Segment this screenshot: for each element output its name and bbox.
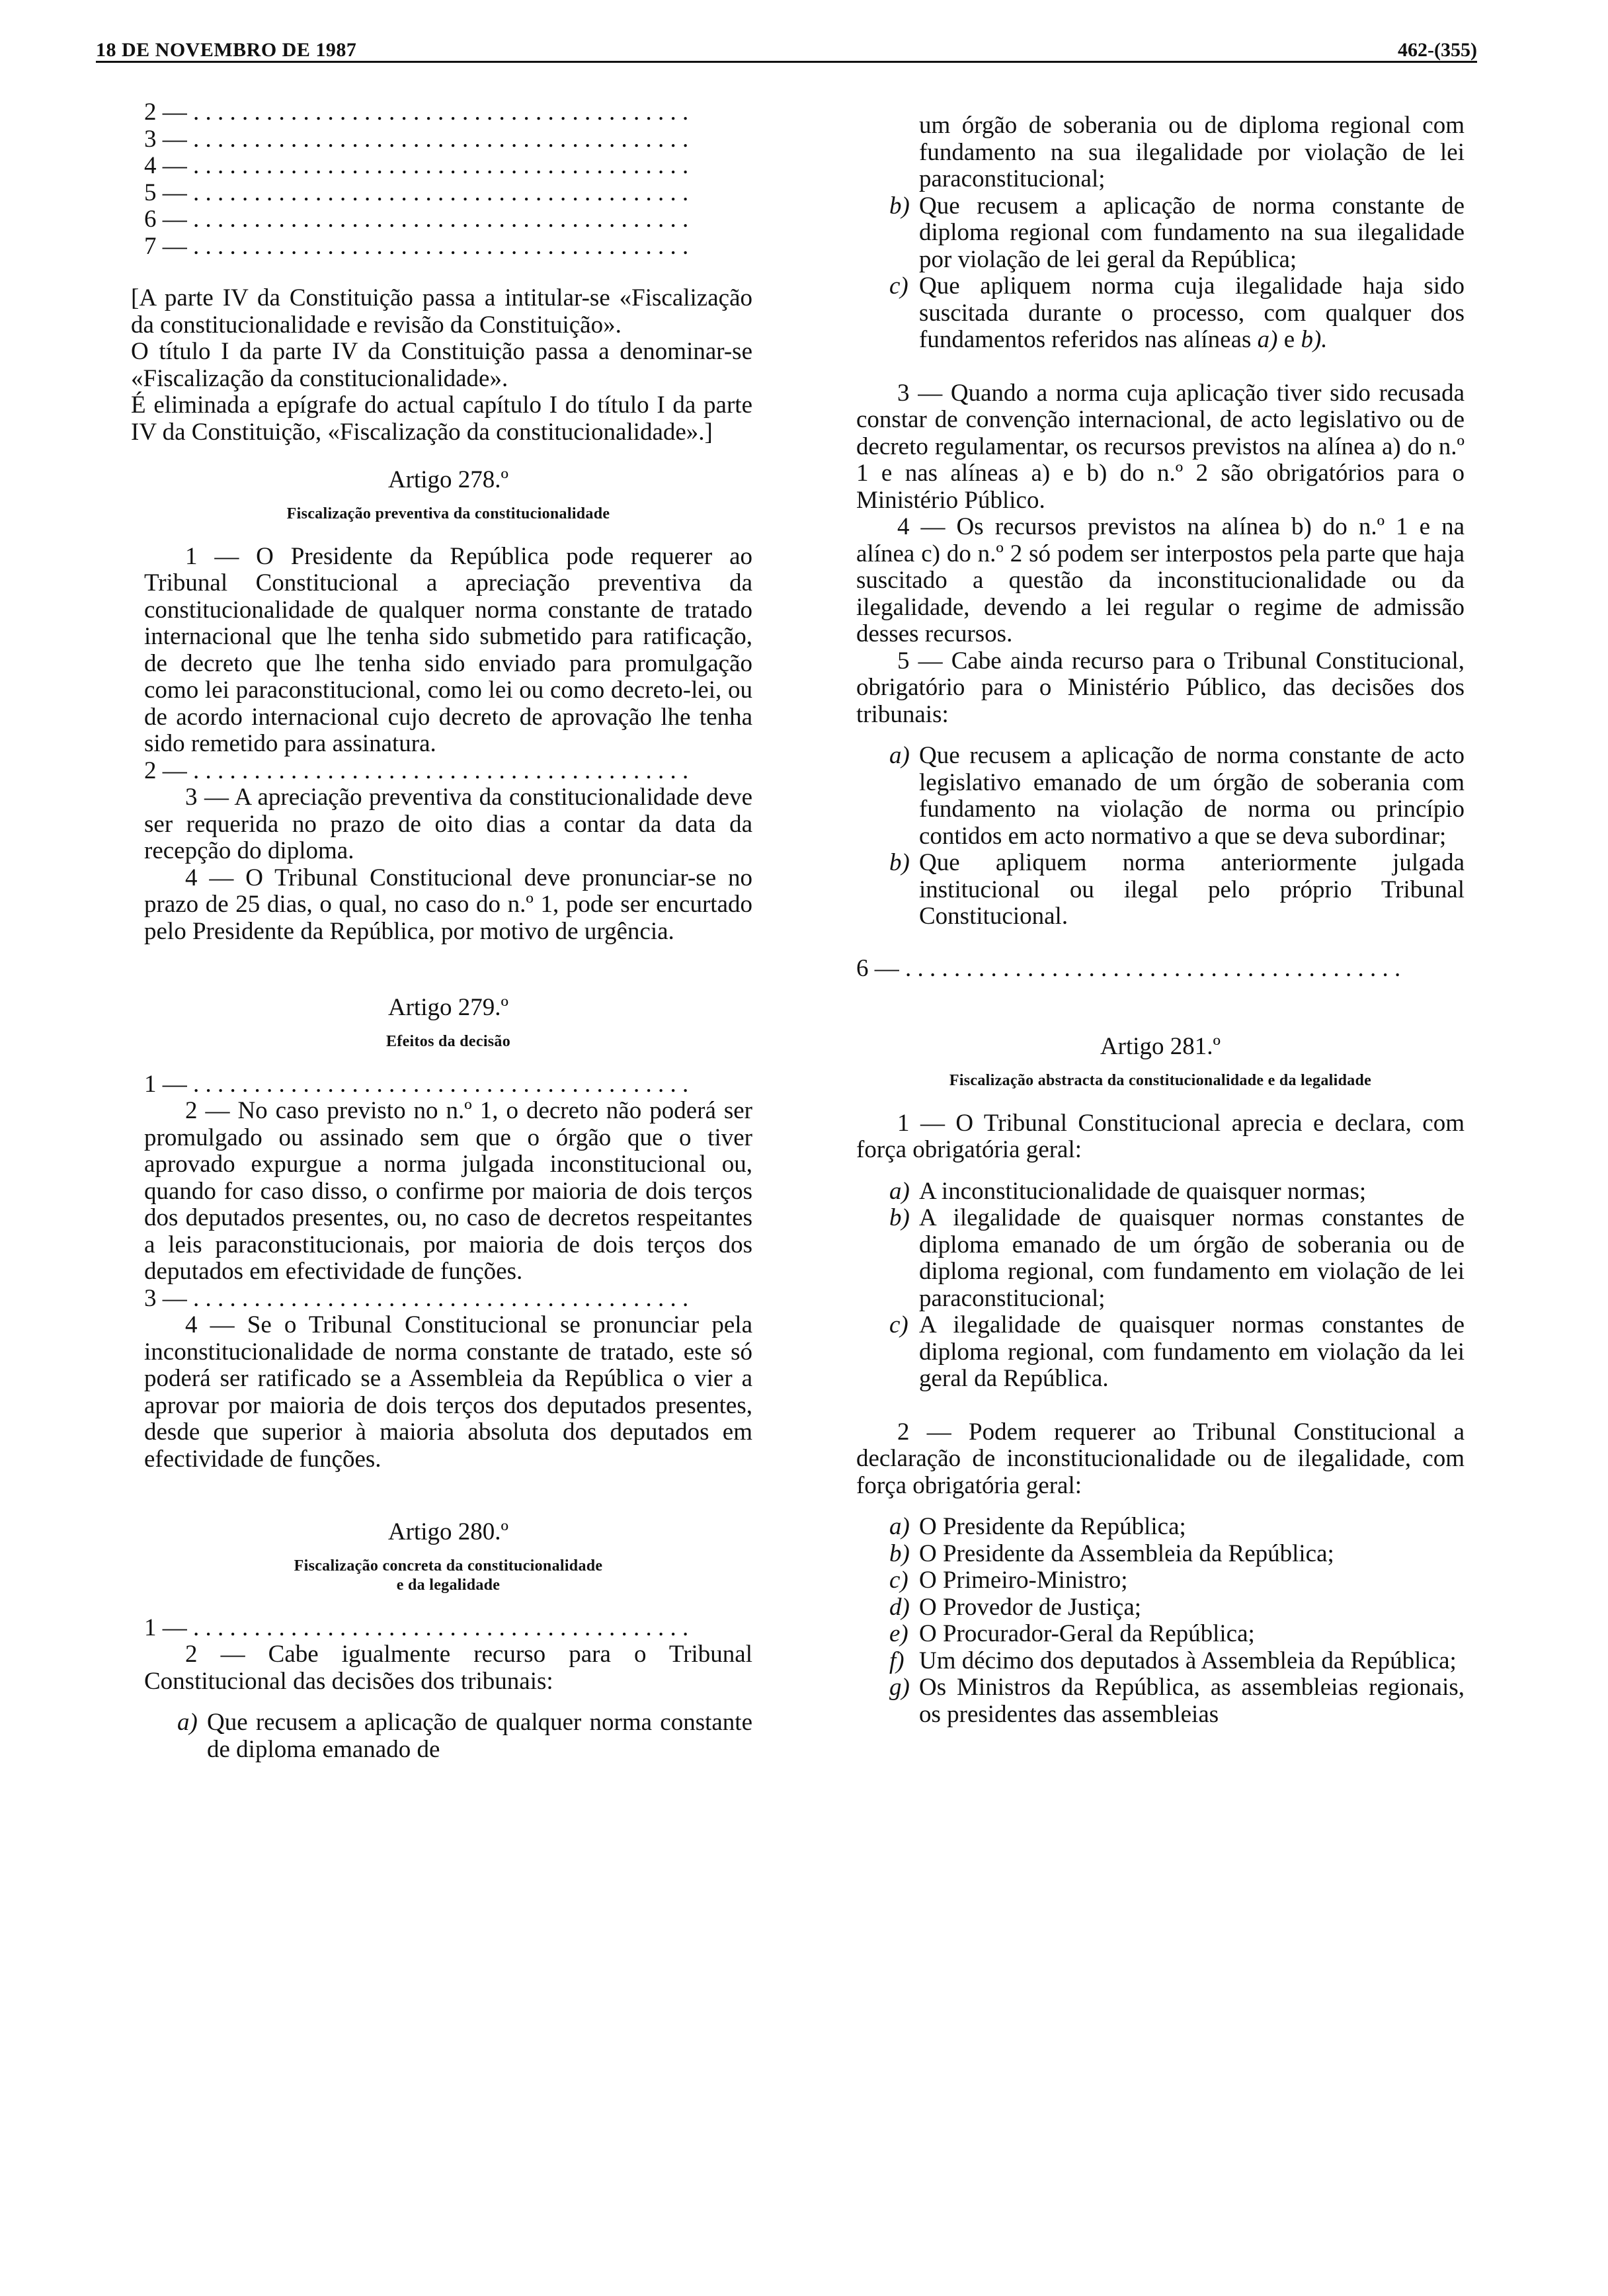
article-title: Artigo 278.º [387,466,509,493]
item-text: O Procurador-Geral da República; [919,1620,1255,1647]
dotted-line: 4 — . . . . . . . . . . . . . . . . . . . . . . . . . . . . . . . . . . . . . . . . . [144,153,689,179]
item-letter: a) [889,1177,910,1205]
item-text: A ilegalidade de quaisquer normas constantes de diploma regional, com fundamento em violação da lei geral da República. [919,1311,1465,1392]
paragraph: 4 — O Tribunal Constitucional deve pronunciar-se no prazo de 25 dias, o qual, no caso do n.º 1, pode ser encurtado pelo Presidente da República, por motivo de urgência. [144,864,752,945]
item-text: Que recusem a aplicação de norma constante de acto legislativo emanado de um órgão de soberania com fundamento na violação de norma ou princípio contidos em acto normativo a que se deva subordinar; [919,742,1465,850]
list-item [856,193,1465,274]
article-subtitle: Fiscalização abstracta da constitucionalidade e da legalidade [949,1071,1372,1089]
item-letter: c) [889,272,908,300]
list-item [856,1178,1465,1206]
list-item [856,1541,1465,1568]
list-item [856,1621,1465,1648]
item-letter: b) [889,849,910,876]
item-letter: b) [889,1204,910,1231]
item-letter: a) [889,1513,910,1540]
item-text: A ilegalidade de quaisquer normas constantes de diploma emanado de um órgão de soberania ou de diploma regional, com fundamento em violação de lei paraconstitucional; [919,1204,1465,1312]
article-title: Artigo 279.º [387,994,509,1021]
item-text: Que apliquem norma cuja ilegalidade haja sido suscitada durante o processo, com qualquer dos fundamentos referidos nas alíneas [919,272,1465,353]
editorial-note: O título I da parte IV da Constituição passa a denominar-se «Fiscalização da constitucionalidade». [131,338,752,392]
article-title: Artigo 281.º [1100,1033,1221,1060]
dotted-line: 6 — . . . . . . . . . . . . . . . . . . . . . . . . . . . . . . . . . . . . . . . . . [856,955,1401,982]
item-text: O Primeiro-Ministro; [919,1567,1128,1594]
item-text: Que apliquem norma anteriormente julgada institucional ou ilegal pelo próprio Tribunal Constitucional. [919,849,1465,930]
item-letter: b) [889,192,910,220]
list-item [856,743,1465,850]
list-item [856,1567,1465,1594]
item-letter: c) [889,1311,908,1338]
list-item [856,1312,1465,1393]
item-letter: d) [889,1593,910,1621]
list-item [856,273,1465,354]
article-subtitle: Fiscalização preventiva da constitucionalidade [286,505,610,522]
paragraph: 1 — O Tribunal Constitucional aprecia e declara, com força obrigatória geral: [856,1109,1465,1163]
item-ref: b). [1301,326,1328,353]
list-item [856,1648,1465,1675]
item-letter: b) [889,1539,910,1567]
item-ref: a) [1257,326,1278,353]
dotted-line: 2 — . . . . . . . . . . . . . . . . . . . . . . . . . . . . . . . . . . . . . . . . . [144,757,689,784]
paragraph: 5 — Cabe ainda recurso para o Tribunal Constitucional, obrigatório para o Ministério Público, das decisões dos tribunais: [856,647,1465,728]
paragraph: 2 — Cabe igualmente recurso para o Tribunal Constitucional das decisões dos tribunais: [144,1641,752,1695]
paragraph: 1 — O Presidente da República pode requerer ao Tribunal Constitucional a apreciação preventiva da constitucionalidade de qualquer norma constante de tratado internacional que lhe tenha sido submetido para ratificação, de decreto que lhe tenha sido enviado para promulgação como lei paraconstitucional, como lei ou como decreto-lei, ou de acordo internacional cujo decreto de aprovação lhe tenha sido remetido para assinatura. [144,542,752,757]
item-letter: a) [889,742,910,769]
item-text: A inconstitucionalidade de quaisquer normas; [919,1177,1367,1205]
paragraph: 3 — A apreciação preventiva da constitucionalidade deve ser requerida no prazo de oito dias a contar da data da recepção do diploma. [144,784,752,864]
editorial-note: É eliminada a epígrafe do actual capítulo I do título I da parte IV da Constituição, «Fiscalização da constitucionalidade».] [131,391,752,446]
item-text: Que recusem a aplicação de qualquer norma constante de diploma emanado de [207,1709,752,1763]
list-item [856,850,1465,930]
paragraph: 2 — No caso previsto no n.º 1, o decreto não poderá ser promulgado ou assinado sem que o órgão que o tiver aprovado expurgue a norma julgada inconstitucional ou, quando for caso disso, o confirme por maioria de dois terços dos deputados presentes, ou, no caso de decretos respeitantes a leis paraconstitucionais, por maioria de dois terços dos deputados em efectividade de funções. [144,1097,752,1285]
item-text: Que recusem a aplicação de norma constante de diploma regional com fundamento na sua ilegalidade por violação de lei geral da República; [919,192,1465,273]
dotted-line: 3 — . . . . . . . . . . . . . . . . . . . . . . . . . . . . . . . . . . . . . . . . . [144,126,689,153]
item-text: O Presidente da Assembleia da República; [919,1539,1334,1567]
paragraph: 4 — Os recursos previstos na alínea b) do n.º 1 e na alínea c) do n.º 2 só podem ser interpostos pela parte que haja suscitado a questão da inconstitucionalidade ou da ilegalidade, devendo a lei regular o regime de admissão desses recursos. [856,513,1465,647]
article-subtitle: Efeitos da decisão [385,1032,511,1050]
right-column [856,99,1465,1728]
header-page-number: 462-(355) [1398,39,1477,61]
item-text: O Provedor de Justiça; [919,1593,1142,1621]
list-item [856,1514,1465,1541]
article-subtitle: e da legalidade [396,1576,501,1594]
item-text: um órgão de soberania ou de diploma regional com fundamento na sua ilegalidade por violação de lei paraconstitucional; [919,112,1465,192]
dotted-line: 1 — . . . . . . . . . . . . . . . . . . . . . . . . . . . . . . . . . . . . . . . . . [144,1071,689,1098]
item-text: Um décimo dos deputados à Assembleia da República; [919,1647,1457,1674]
list-item [856,1594,1465,1621]
dotted-line: 3 — . . . . . . . . . . . . . . . . . . . . . . . . . . . . . . . . . . . . . . . . . [144,1285,689,1312]
article-subtitle: Fiscalização concreta da constitucionalidade [294,1557,603,1575]
item-text: e [1283,326,1295,353]
item-letter: e) [889,1620,908,1647]
list-item [144,1709,752,1763]
dotted-line: 2 — . . . . . . . . . . . . . . . . . . . . . . . . . . . . . . . . . . . . . . . . . [144,99,689,126]
dotted-line: 5 — . . . . . . . . . . . . . . . . . . . . . . . . . . . . . . . . . . . . . . . . . [144,179,689,206]
page-header [96,34,1477,63]
item-letter: g) [889,1674,910,1701]
paragraph: 3 — Quando a norma cuja aplicação tiver sido recusada constar de convenção internacional, de acto legislativo ou de decreto regulamentar, os recursos previstos na alínea a) do n.º 1 e nas alíneas a) e b) do n.º 2 são obrigatórios para o Ministério Público. [856,379,1465,514]
list-item [856,1674,1465,1728]
article-title: Artigo 280.º [387,1518,509,1545]
dotted-line: 6 — . . . . . . . . . . . . . . . . . . . . . . . . . . . . . . . . . . . . . . . . . [144,206,689,233]
list-item [856,112,1465,193]
header-date: 18 DE NOVEMBRO DE 1987 [96,39,357,61]
dotted-line: 1 — . . . . . . . . . . . . . . . . . . . . . . . . . . . . . . . . . . . . . . . . . [144,1614,689,1641]
item-letter: c) [889,1567,908,1594]
paragraph: 2 — Podem requerer ao Tribunal Constitucional a declaração de inconstitucionalidade ou de ilegalidade, com força obrigatória geral: [856,1418,1465,1499]
item-letter: a) [177,1709,198,1736]
paragraph: 4 — Se o Tribunal Constitucional se pronunciar pela inconstitucionalidade de norma constante de tratado, este só poderá ser ratificado se a Assembleia da República o vier a aprovar por maioria de dois terços dos deputados presentes, desde que superior à maioria absoluta dos deputados em efectividade de funções. [144,1311,752,1473]
item-letter: f) [889,1647,904,1674]
left-column [131,99,752,1763]
dotted-line: 7 — . . . . . . . . . . . . . . . . . . . . . . . . . . . . . . . . . . . . . . . . . [144,233,689,260]
item-text: O Presidente da República; [919,1513,1186,1540]
editorial-note: [A parte IV da Constituição passa a intitular-se «Fiscalização da constitucionalidade e revisão da Constituição». [131,284,752,339]
item-text: Os Ministros da República, as assembleias regionais, os presidentes das assembleias [919,1674,1465,1728]
list-item [856,1205,1465,1312]
